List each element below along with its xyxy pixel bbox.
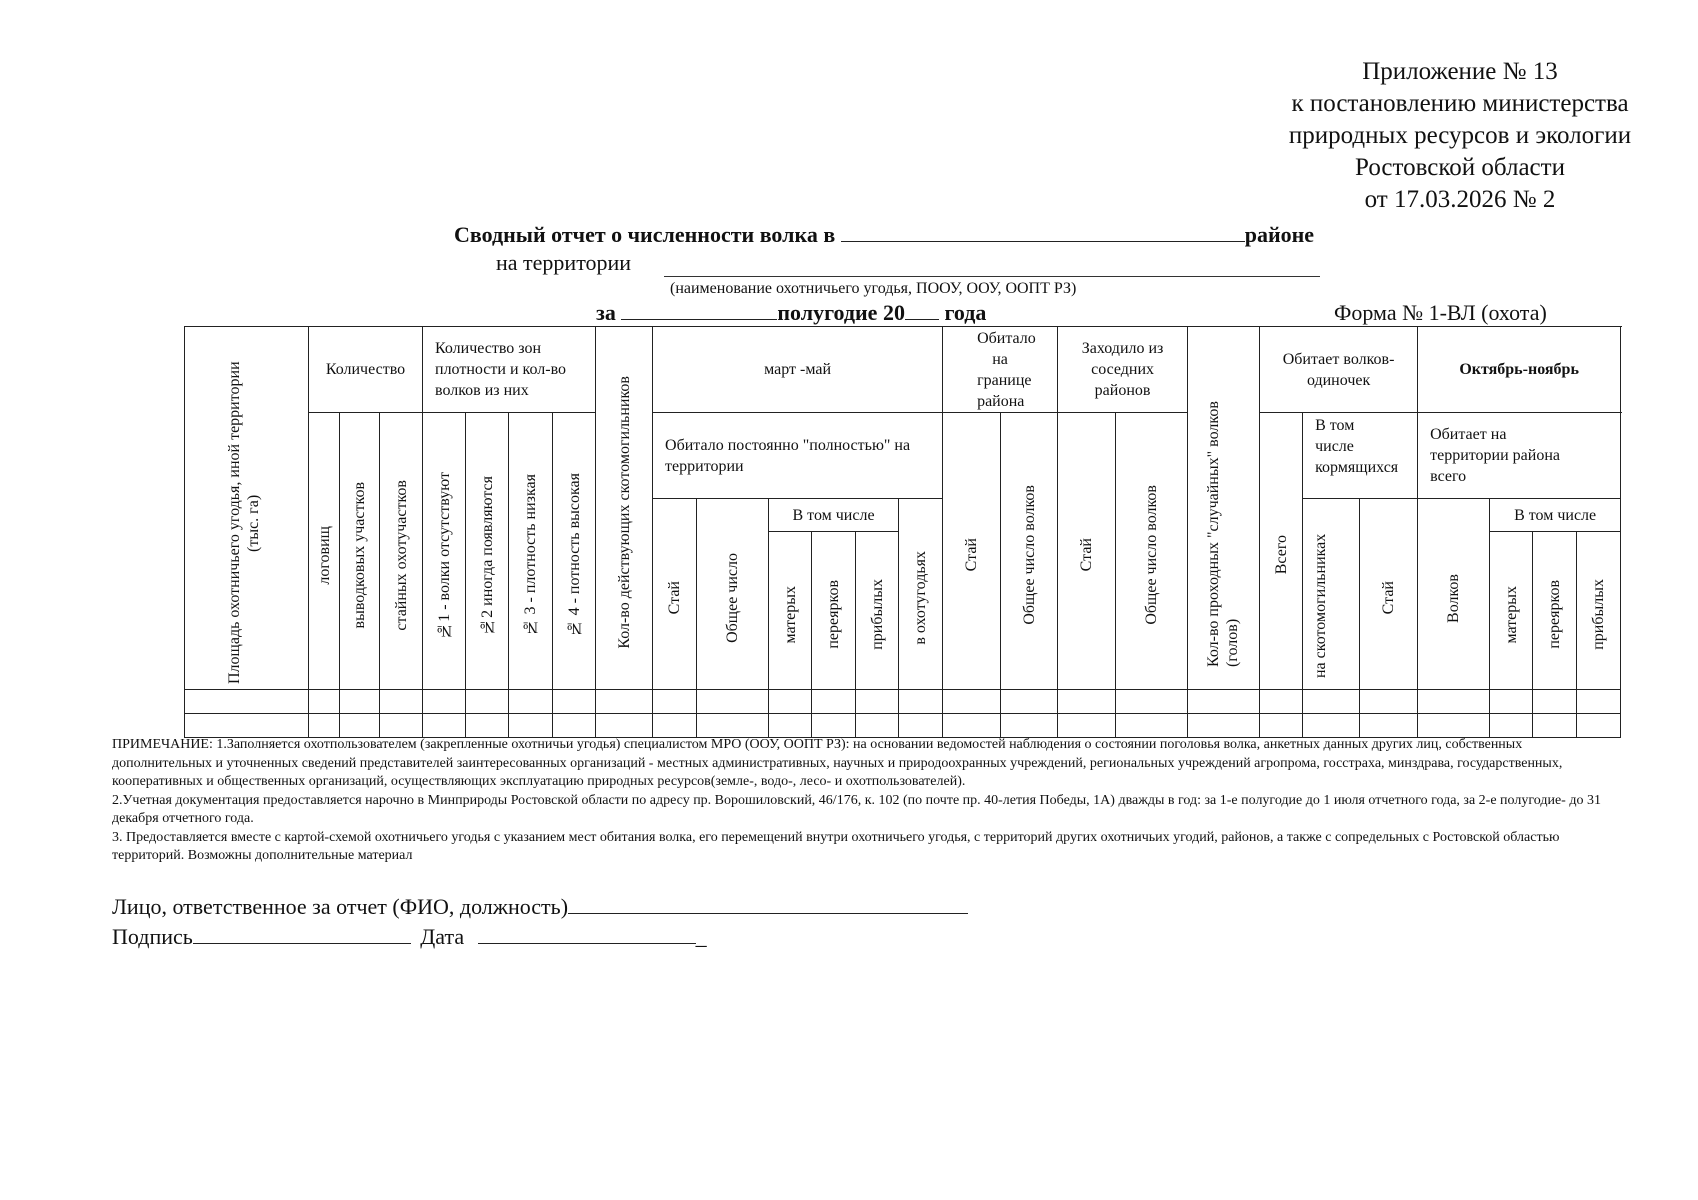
territory-label: на территории xyxy=(496,250,632,275)
table-cell[interactable] xyxy=(309,690,340,714)
table-cell[interactable] xyxy=(1418,690,1490,714)
feeding-header: В том числе кормящихся xyxy=(1303,413,1418,499)
lone-wolves-header: Обитает волков-одиночек xyxy=(1260,327,1418,413)
table-cell[interactable] xyxy=(1533,690,1577,714)
table-cell[interactable] xyxy=(340,690,380,714)
table-cell[interactable] xyxy=(423,690,466,714)
table-cell[interactable] xyxy=(943,690,1001,714)
table-cell[interactable] xyxy=(697,690,769,714)
responsible-blank[interactable] xyxy=(568,895,968,914)
pups-header: прибылых xyxy=(856,532,899,690)
responsible-line xyxy=(112,894,968,920)
zones-header: Количество зон плотности и кол-во волков из них xyxy=(423,327,596,413)
at-dumps-header: на скотомогильниках xyxy=(1303,499,1360,690)
oct-wolves-header: Волков xyxy=(1418,499,1490,690)
march-may-header: март -май xyxy=(653,327,943,413)
zone2-header: №2 иногда появляются xyxy=(466,413,509,690)
came-total-header: Общее число волков xyxy=(1116,413,1188,690)
table-cell[interactable] xyxy=(509,690,553,714)
packs-header: Стай xyxy=(653,499,697,690)
period-line xyxy=(596,300,986,326)
table-cell[interactable] xyxy=(899,714,943,738)
date-tail: _ xyxy=(695,924,707,949)
form-number: Форма № 1-ВЛ (охота) xyxy=(1334,300,1547,325)
quantity-header: Количество xyxy=(309,327,423,413)
table-cell[interactable] xyxy=(423,714,466,738)
note-paragraph: 3. Предоставляется вместе с картой-схемой охотничьего угодья с указанием мест обитания волка, его перемещений внутри охотничьего угодья, с территорий других охотничьих угодий, районов, а также с сопредельных с Ростовской областью территорий. Возможны дополнительные материал xyxy=(112,829,1560,863)
oct-nov-header: Октябрь-ноябрь xyxy=(1418,327,1621,413)
table-cell[interactable] xyxy=(1116,714,1188,738)
table-cell[interactable] xyxy=(509,714,553,738)
table-cell[interactable] xyxy=(1533,714,1577,738)
table-cell[interactable] xyxy=(1577,714,1621,738)
district-blank[interactable] xyxy=(841,223,1245,242)
table-cell[interactable] xyxy=(1001,690,1058,714)
table-cell[interactable] xyxy=(466,690,509,714)
breeding-plots-header: выводковых участков xyxy=(340,413,380,690)
territory-hint: (наименование охотничьего угодья, ПООУ, ООУ, ООПТ РЗ) xyxy=(670,280,1077,297)
dumps-header: Кол-во действующих скотомогильников xyxy=(596,327,653,690)
table-cell[interactable] xyxy=(856,714,899,738)
border-packs-header: Стай xyxy=(943,413,1001,690)
period-middle: полугодие 20 xyxy=(777,300,905,325)
table-cell[interactable] xyxy=(185,714,309,738)
table-cell[interactable] xyxy=(1303,690,1360,714)
appendix-line: Приложение № 13 xyxy=(1362,58,1558,85)
in-hunting-header: в охотугодьях xyxy=(899,499,943,690)
table-cell[interactable] xyxy=(1116,690,1188,714)
date-blank[interactable] xyxy=(478,925,696,944)
table-cell[interactable] xyxy=(769,690,812,714)
table-cell[interactable] xyxy=(1577,690,1621,714)
report-table xyxy=(184,326,1621,738)
table-cell[interactable] xyxy=(943,714,1001,738)
lives-district-header: Обитает на территории района всего xyxy=(1418,413,1621,499)
table-cell[interactable] xyxy=(1058,714,1116,738)
table-cell[interactable] xyxy=(1001,714,1058,738)
lone-all-header: Всего xyxy=(1260,413,1303,690)
table-cell[interactable] xyxy=(1303,714,1360,738)
oct-packs-header: Стай xyxy=(1360,499,1418,690)
table-cell[interactable] xyxy=(1360,714,1418,738)
table-cell[interactable] xyxy=(1260,690,1303,714)
year-blank[interactable] xyxy=(905,301,939,320)
oct-mothers-header: матерых xyxy=(1490,532,1533,690)
table-cell[interactable] xyxy=(553,690,596,714)
signature-blank[interactable] xyxy=(193,925,411,944)
table-cell[interactable] xyxy=(856,690,899,714)
total-number-header: Общее число xyxy=(697,499,769,690)
including-header: В том числе xyxy=(769,499,899,532)
notes-section xyxy=(112,736,1612,866)
table-cell[interactable] xyxy=(653,690,697,714)
table-cell[interactable] xyxy=(1418,714,1490,738)
table-cell[interactable] xyxy=(1490,714,1533,738)
mothers-header: матерых xyxy=(769,532,812,690)
oct-pups-header: прибылых xyxy=(1577,532,1621,690)
table-cell[interactable] xyxy=(1058,690,1116,714)
dens-header: логовищ xyxy=(309,413,340,690)
date-label: Дата xyxy=(420,924,465,949)
period-suffix: года xyxy=(944,300,987,325)
appendix-line: от 17.03.2026 № 2 xyxy=(1364,186,1556,213)
area-header: Площадь охотничьего угодья, иной территории (тыс. га) xyxy=(185,327,309,690)
report-title xyxy=(454,222,1314,248)
appendix-line: природных ресурсов и экологии xyxy=(1288,122,1632,149)
border-total-header: Общее число волков xyxy=(1001,413,1058,690)
came-from-header: Заходило из соседних районов xyxy=(1058,327,1188,413)
table-cell[interactable] xyxy=(185,690,309,714)
note-paragraph: ПРИМЕЧАНИЕ: 1.Заполняется охотпользователем (закрепленные охотничьи угодья) специалистом МРО (ООУ, ООПТ РЗ): на основании ведомостей наблюдения о состоянии поголовья волка, анкетных данных других лиц, собственных дополнительных и уточненных сведений представителей заинтересованных организаций - местных административных, научных и природоохранных учреждений, региональных учреждений агропрома, госстраха, минздрава, государственных, кооперативных и общественных организаций, осуществляющих эксплуатацию природных ресурсов(земле-, водо-, лесо- и охотпользователей). xyxy=(112,737,1563,789)
table-cell[interactable] xyxy=(466,714,509,738)
period-prefix: за xyxy=(596,300,616,325)
table-cell[interactable] xyxy=(553,714,596,738)
table-cell[interactable] xyxy=(596,714,653,738)
note-paragraph: 2.Учетная документация предоставляется нарочно в Минприроды Ростовской области по адресу пр. Ворошиловский, 46/176, к. 102 (по почте пр. 40-летия Победы, 1А) дважды в год: за 1-е полугодие до 1 июля отчетного года, за 2-е полугодие- до 31 декабря отчетного года. xyxy=(112,792,1601,826)
yearlings-header: переярков xyxy=(812,532,856,690)
table-cell[interactable] xyxy=(812,690,856,714)
responsible-label: Лицо, ответственное за отчет (ФИО, должность) xyxy=(112,894,569,919)
table-cell[interactable] xyxy=(812,714,856,738)
header-row xyxy=(185,413,1621,499)
appendix-line: Ростовской области xyxy=(1355,154,1565,181)
oct-including-header: В том числе xyxy=(1490,499,1621,532)
appendix-header xyxy=(1240,56,1680,216)
table-row xyxy=(185,714,1621,738)
report-title-prefix: Сводный отчет о численности волка в xyxy=(454,222,836,247)
table-cell[interactable] xyxy=(1260,714,1303,738)
table-cell[interactable] xyxy=(309,714,340,738)
table-cell[interactable] xyxy=(899,690,943,714)
report-title-suffix: районе xyxy=(1244,222,1315,247)
zone1-header: №1 - волки отсутствуют xyxy=(423,413,466,690)
header-row xyxy=(185,327,1621,413)
table-cell[interactable] xyxy=(596,690,653,714)
zone4-header: № 4 - потность высокая xyxy=(553,413,596,690)
random-wolves-header: Кол-во проходных "случайных" волков (голов) xyxy=(1188,327,1260,690)
table-cell[interactable] xyxy=(340,714,380,738)
table-cell[interactable] xyxy=(1490,690,1533,714)
table-cell[interactable] xyxy=(697,714,769,738)
table-cell[interactable] xyxy=(1188,714,1260,738)
signature-label: Подпись xyxy=(112,924,193,949)
table-row xyxy=(185,690,1621,714)
came-packs-header: Стай xyxy=(1058,413,1116,690)
table-cell[interactable] xyxy=(1188,690,1260,714)
table-cell[interactable] xyxy=(769,714,812,738)
signature-line xyxy=(112,924,707,950)
territory-blank[interactable] xyxy=(664,276,1320,277)
table-cell[interactable] xyxy=(653,714,697,738)
lived-permanently-header: Обитало постоянно "полностью" на территории xyxy=(653,413,943,499)
oct-yearlings-header: переярков xyxy=(1533,532,1577,690)
appendix-line: к постановлению министерства xyxy=(1291,90,1629,117)
table-cell[interactable] xyxy=(1360,690,1418,714)
table-cell[interactable] xyxy=(380,714,423,738)
half-year-blank[interactable] xyxy=(621,301,777,320)
border-header: Обитало на границе района xyxy=(943,327,1058,413)
table-cell[interactable] xyxy=(380,690,423,714)
zone3-header: № 3 - плотность низкая xyxy=(509,413,553,690)
pack-plots-header: стайных охотучастков xyxy=(380,413,423,690)
